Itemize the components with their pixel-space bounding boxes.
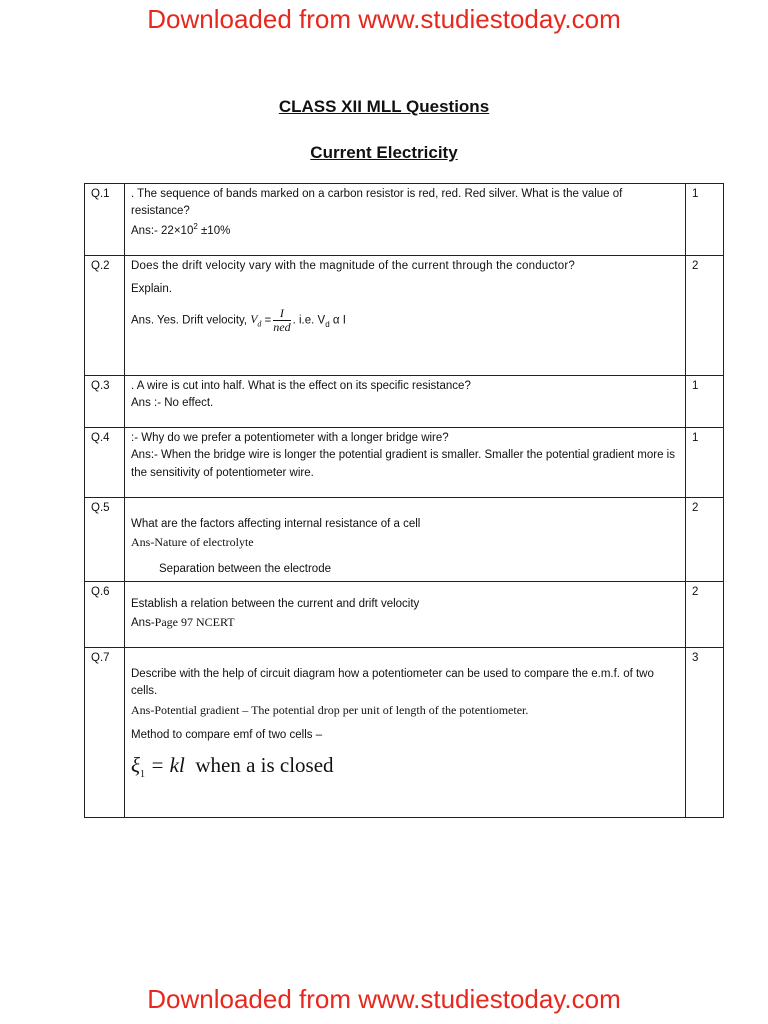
download-banner-top: Downloaded from www.studiestoday.com (147, 4, 621, 34)
question-number: Q.5 (85, 498, 125, 582)
question-cell (125, 256, 686, 376)
table-row (85, 498, 724, 582)
question-cell (125, 376, 686, 428)
download-banner-bottom: Downloaded from www.studiestoday.com (147, 984, 621, 1014)
table-row (85, 184, 724, 256)
answer-text: Ans :- No effect. (131, 397, 214, 410)
equation: $\xi_1$ = kl when a is closed (131, 752, 334, 780)
question-text: :- Why do we prefer a potentiometer with a longer bridge wire? (131, 432, 449, 444)
marks: 2 (686, 256, 724, 376)
marks: 1 (686, 428, 724, 498)
table-row (85, 428, 724, 498)
question-cell (125, 428, 686, 498)
formula-lhs: $V_d$ (250, 314, 262, 329)
marks: 3 (686, 648, 724, 818)
question-number: Q.6 (85, 582, 125, 648)
table-row (85, 256, 724, 376)
answer-text: Ans. Yes. Drift velocity, $V_d$ = $\frac{I}{\text{ned}}$ . i.e. $V_d$ α I (131, 305, 346, 334)
marks: 1 (686, 376, 724, 428)
question-cell (125, 184, 686, 256)
question-number: Q.7 (85, 648, 125, 818)
question-number: Q.1 (85, 184, 125, 256)
explain-text: Explain. (131, 283, 172, 296)
question-text: Describe with the help of circuit diagram how a potentiometer can be used to compare the e.m.f. of two cells. (131, 668, 654, 698)
question-number: Q.4 (85, 428, 125, 498)
question-cell (125, 582, 686, 648)
question-text: Does the drift velocity vary with the magnitude of the current through the conductor? (131, 260, 576, 272)
marks: 2 (686, 498, 724, 582)
answer-text: Ans:- $22\times 10^2 \pm 10\%$ (131, 221, 231, 237)
table-row (85, 648, 724, 818)
page-subtitle: Current Electricity (310, 143, 458, 162)
marks: 1 (686, 184, 724, 256)
answer-text: Ans-Nature of electrolyte (131, 535, 254, 550)
question-number: Q.2 (85, 256, 125, 376)
question-cell (125, 498, 686, 582)
table-row (85, 376, 724, 428)
method-text: Method to compare emf of two cells – (131, 728, 323, 741)
formula-fraction: $\frac{I}{\text{ned}}$ (273, 305, 291, 334)
page-title: CLASS XII MLL Questions (278, 97, 490, 116)
answer-text: Ans:- When the bridge wire is longer the potential gradient is smaller. Smaller the potential gradient more is the sensitivity of potentiometer wire. (131, 449, 675, 479)
answer-text-2: Separation between the electrode (159, 563, 331, 576)
question-text: What are the factors affecting internal resistance of a cell (131, 518, 421, 530)
marks: 2 (686, 582, 724, 648)
question-text: . A wire is cut into half. What is the effect on its specific resistance? (131, 380, 471, 392)
question-cell (125, 648, 686, 818)
answer-text: Ans-Potential gradient – The potential drop per unit of length of the potentiometer. (131, 702, 529, 717)
question-text: . The sequence of bands marked on a carbon resistor is red, red. Red silver. What is the value of resistance? (131, 188, 623, 218)
question-number: Q.3 (85, 376, 125, 428)
questions-table (84, 183, 724, 818)
answer-text: Ans-Page 97 NCERT (131, 615, 235, 630)
question-text: Establish a relation between the current and drift velocity (131, 598, 420, 610)
table-row (85, 582, 724, 648)
